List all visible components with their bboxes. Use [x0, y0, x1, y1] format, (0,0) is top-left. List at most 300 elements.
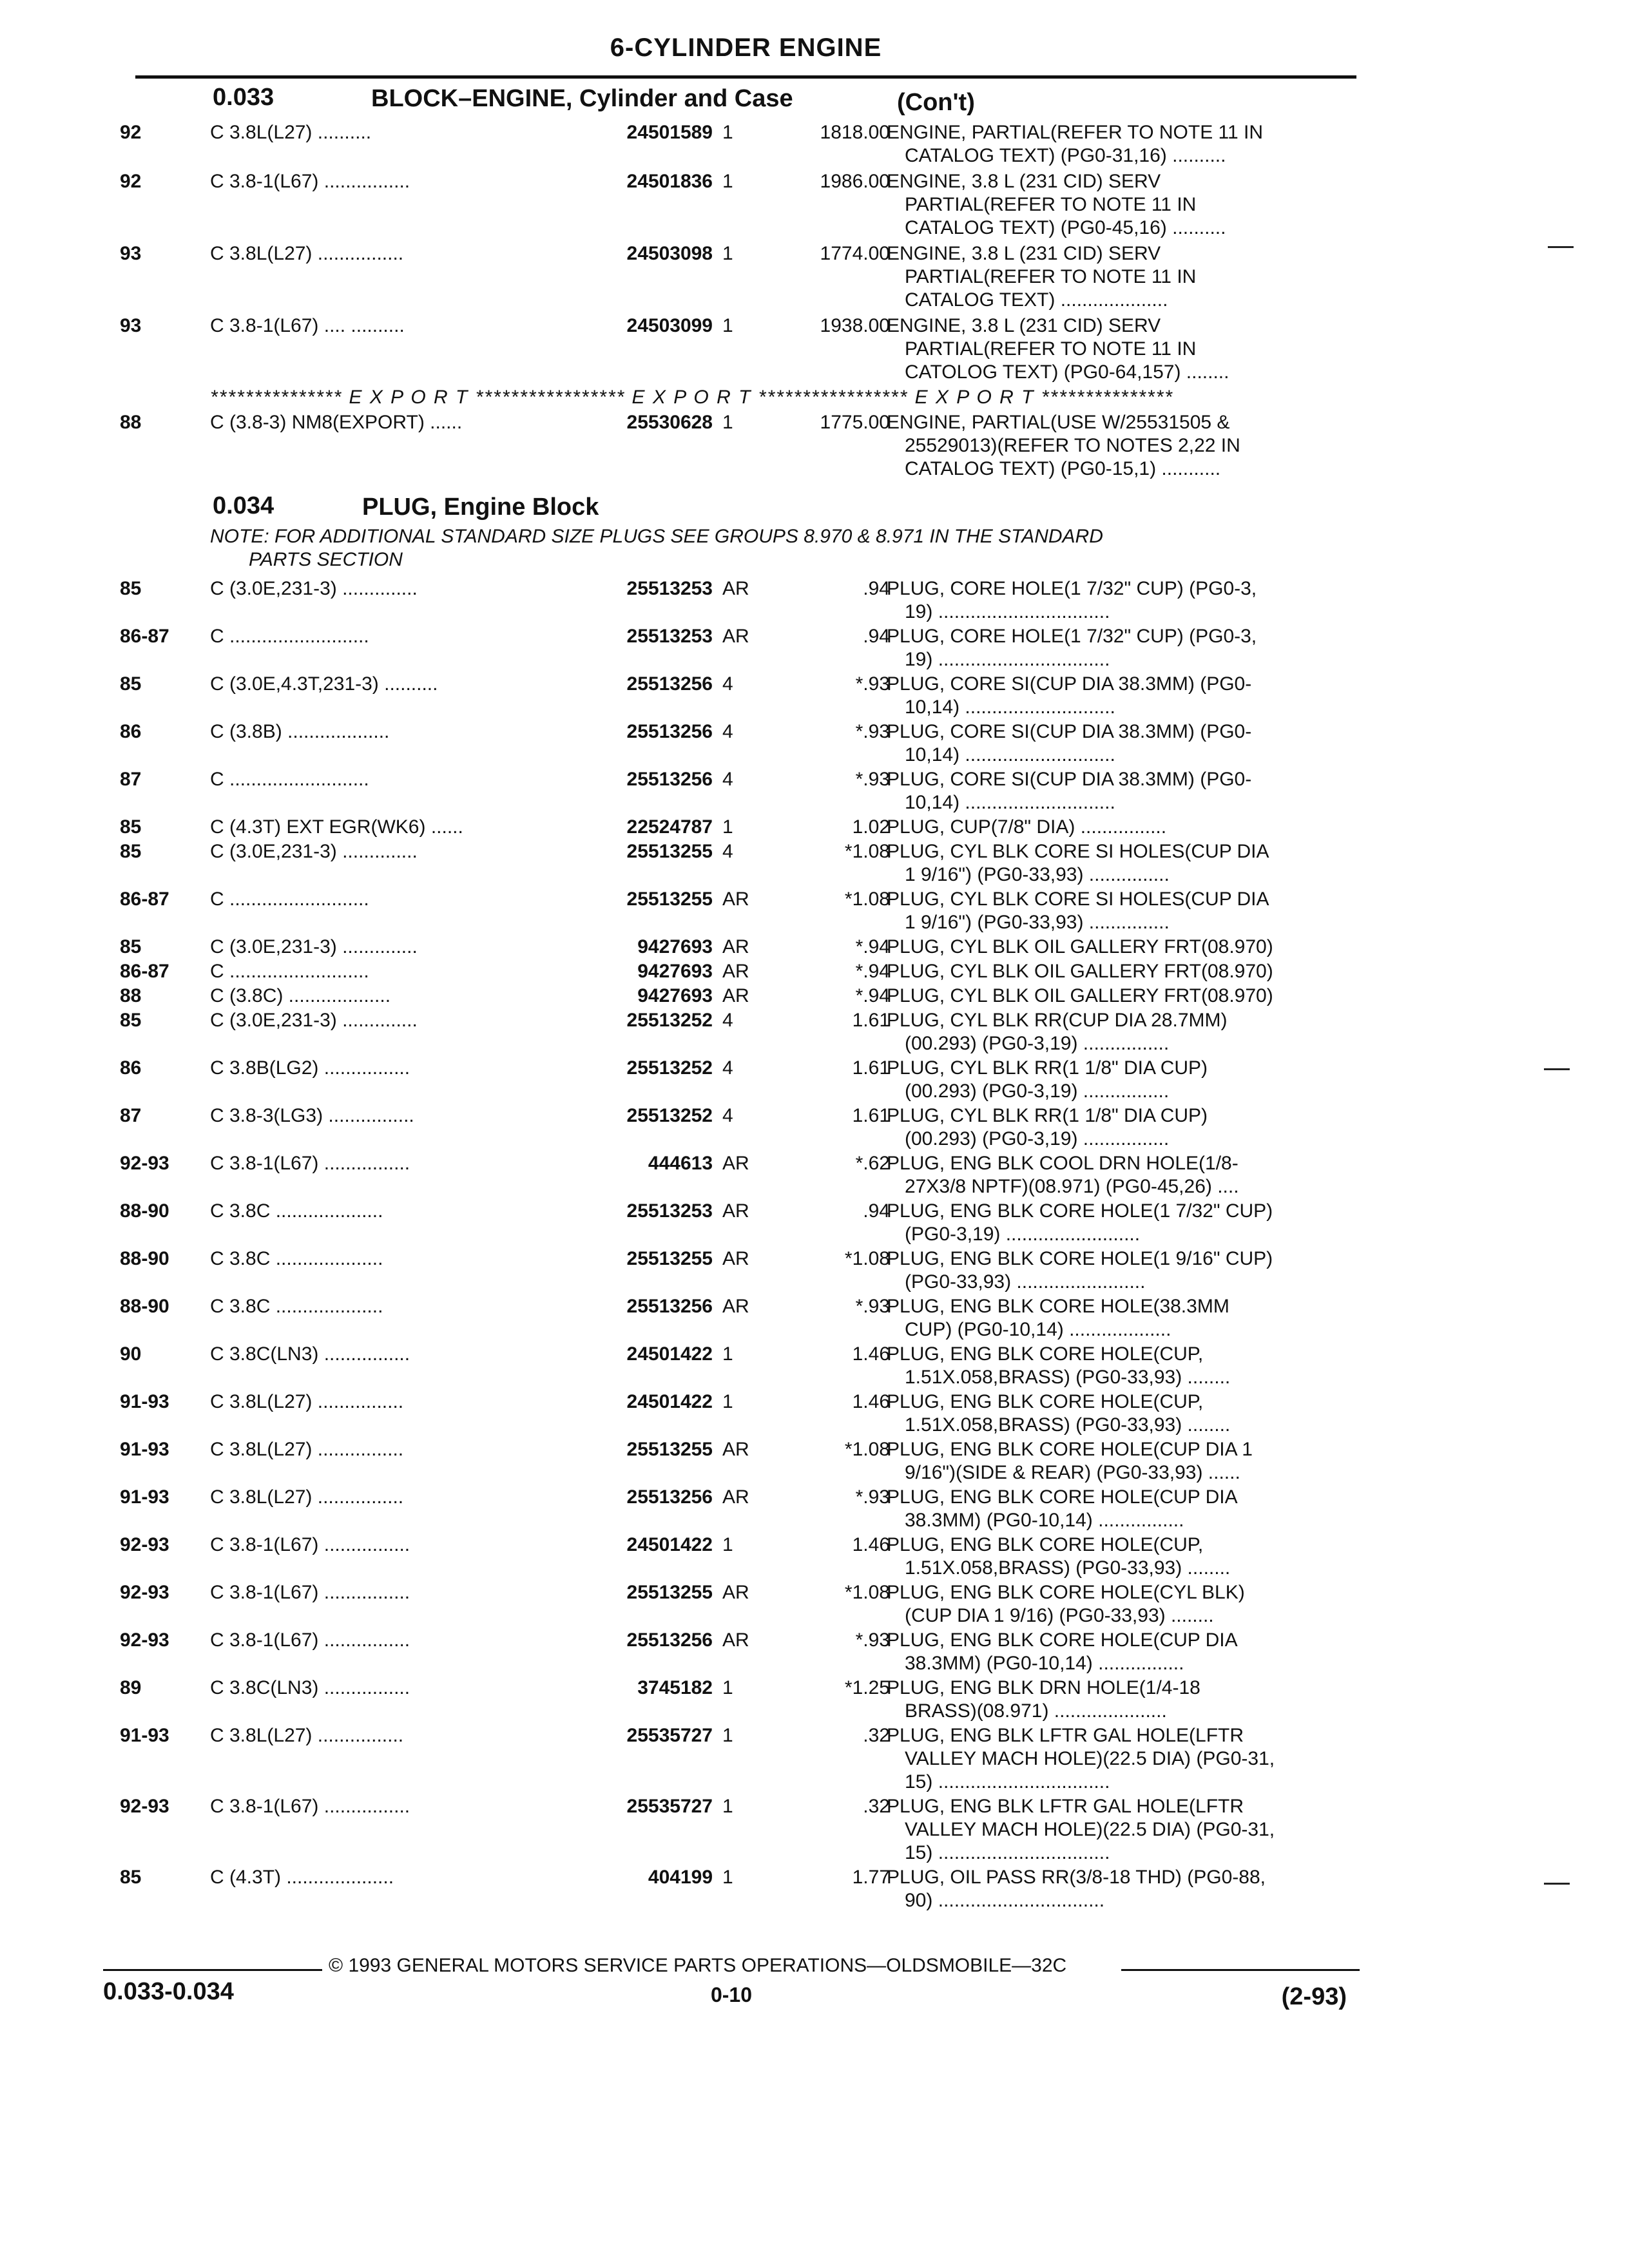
part-description — [887, 840, 1351, 887]
description-line: PLUG, CUP(7/8" DIA) ................ — [887, 816, 1167, 838]
part-number: 3745182 — [637, 1677, 713, 1698]
description-line: (00.293) (PG0-3,19) ................ — [905, 1081, 1170, 1102]
catalog-content — [120, 82, 1357, 1914]
parts-row — [120, 242, 1357, 314]
description-line: PLUG, ENG BLK COOL DRN HOLE(1/8- — [887, 1153, 1239, 1174]
price: *.93 — [855, 1629, 890, 1651]
model-code: C 3.8C .................... — [210, 1248, 383, 1269]
quantity: 1 — [722, 1867, 733, 1888]
price: 1.46 — [852, 1343, 890, 1365]
description-line: 38.3MM) (PG0-10,14) ................ — [905, 1510, 1184, 1531]
parts-row — [120, 121, 1357, 170]
price: *.93 — [855, 673, 890, 695]
note-line: PARTS SECTION — [249, 549, 403, 570]
model-code: C 3.8-1(L67) .... .......... — [210, 315, 405, 336]
price: *1.08 — [844, 841, 890, 862]
description-line: CATALOG TEXT) .................... — [905, 289, 1168, 311]
model-year: 86-87 — [120, 961, 169, 982]
part-description — [887, 985, 1351, 1008]
part-description — [887, 1104, 1351, 1151]
part-description — [887, 888, 1351, 934]
part-number: 22524787 — [626, 816, 713, 838]
model-year: 93 — [120, 315, 142, 336]
model-year: 89 — [120, 1677, 142, 1698]
description-line: PARTIAL(REFER TO NOTE 11 IN — [905, 338, 1197, 360]
price: .94 — [863, 578, 890, 599]
model-year: 85 — [120, 673, 142, 695]
quantity: AR — [722, 578, 749, 599]
export-divider-text: *************** E X P O R T ***************** E X P O R T ***************** E X P O R T *************** — [210, 387, 1173, 408]
price: *1.08 — [844, 1439, 890, 1460]
price: 1.61 — [852, 1105, 890, 1126]
model-year: 88 — [120, 412, 142, 433]
parts-row — [120, 1009, 1357, 1057]
model-year: 92-93 — [120, 1153, 169, 1174]
parts-row — [120, 1677, 1357, 1724]
part-description — [887, 1724, 1351, 1794]
part-description — [887, 1057, 1351, 1103]
price: 1.61 — [852, 1057, 890, 1079]
part-number: 25513253 — [626, 578, 713, 599]
description-line: PLUG, ENG BLK CORE HOLE(CUP, — [887, 1534, 1204, 1555]
section-code: 0.033 — [213, 84, 275, 111]
part-description — [887, 1677, 1351, 1723]
part-description — [887, 1390, 1351, 1437]
price: 1.46 — [852, 1391, 890, 1412]
parts-row — [120, 1795, 1357, 1866]
model-code: C 3.8-3(LG3) ................ — [210, 1105, 414, 1126]
price: *.62 — [855, 1153, 890, 1174]
price: 1986.00 — [820, 171, 890, 192]
description-line: 38.3MM) (PG0-10,14) ................ — [905, 1653, 1184, 1674]
page-footer — [103, 1955, 1360, 2032]
description-line: 10,14) ............................ — [905, 697, 1115, 718]
model-code: C 3.8L(L27) ................ — [210, 1725, 404, 1746]
description-line: 19) ................................ — [905, 649, 1110, 670]
model-code: C (3.0E,231-3) .............. — [210, 841, 418, 862]
model-year: 86 — [120, 1057, 142, 1079]
description-line: CATALOG TEXT) (PG0-31,16) .......... — [905, 145, 1226, 166]
part-description — [887, 960, 1351, 983]
model-code: C (3.8-3) NM8(EXPORT) ...... — [210, 412, 463, 433]
parts-row — [120, 1629, 1357, 1677]
description-line: VALLEY MACH HOLE)(22.5 DIA) (PG0-31, — [905, 1748, 1275, 1769]
description-line: PARTIAL(REFER TO NOTE 11 IN — [905, 266, 1197, 287]
model-year: 92-93 — [120, 1796, 169, 1817]
quantity: 1 — [722, 1343, 733, 1365]
description-line: ENGINE, 3.8 L (231 CID) SERV — [887, 171, 1161, 192]
model-year: 87 — [120, 769, 142, 790]
model-code: C 3.8-1(L67) ................ — [210, 1534, 410, 1555]
quantity: AR — [722, 961, 749, 982]
description-line: VALLEY MACH HOLE)(22.5 DIA) (PG0-31, — [905, 1819, 1275, 1840]
part-description — [887, 411, 1351, 481]
model-code: C (4.3T) .................... — [210, 1867, 394, 1888]
part-description — [887, 1438, 1351, 1485]
part-number: 25513253 — [626, 626, 713, 647]
model-code: C .......................... — [210, 769, 369, 790]
description-line: PLUG, ENG BLK CORE HOLE(CUP DIA 1 — [887, 1439, 1253, 1460]
parts-row — [120, 1057, 1357, 1104]
description-line: (PG0-33,93) ........................ — [905, 1271, 1146, 1293]
part-description — [887, 1200, 1351, 1246]
part-number: 25535727 — [626, 1725, 713, 1746]
part-description — [887, 1795, 1351, 1865]
quantity: AR — [722, 1296, 749, 1317]
parts-row — [120, 1200, 1357, 1247]
parts-row — [120, 985, 1357, 1009]
model-year: 88-90 — [120, 1200, 169, 1222]
model-code: C 3.8C(LN3) ................ — [210, 1677, 410, 1698]
parts-row — [120, 411, 1357, 487]
description-line: PLUG, ENG BLK DRN HOLE(1/4-18 — [887, 1677, 1200, 1698]
model-code: C 3.8C .................... — [210, 1296, 383, 1317]
model-year: 88 — [120, 985, 142, 1006]
quantity: 1 — [722, 243, 733, 264]
quantity: 1 — [722, 1796, 733, 1817]
page-title: 6-CYLINDER ENGINE — [610, 34, 882, 62]
section-note — [120, 526, 1357, 577]
part-description — [887, 1581, 1351, 1628]
price: 1.77 — [852, 1867, 890, 1888]
description-line: 9/16")(SIDE & REAR) (PG0-33,93) ...... — [905, 1462, 1240, 1483]
price: 1.61 — [852, 1010, 890, 1031]
quantity: 4 — [722, 769, 733, 790]
margin-mark — [1544, 1883, 1570, 1885]
parts-row — [120, 1438, 1357, 1486]
price: 1.02 — [852, 816, 890, 838]
model-code: C 3.8-1(L67) ................ — [210, 1582, 410, 1603]
margin-mark — [1548, 246, 1574, 248]
description-line: PLUG, ENG BLK CORE HOLE(1 9/16" CUP) — [887, 1248, 1273, 1269]
section-range: 0.033-0.034 — [103, 1978, 234, 2005]
quantity: 4 — [722, 1057, 733, 1079]
part-number: 9427693 — [637, 936, 713, 957]
price: 1818.00 — [820, 122, 890, 143]
part-description — [887, 314, 1351, 384]
description-line: 1.51X.058,BRASS) (PG0-33,93) ........ — [905, 1367, 1231, 1388]
model-year: 93 — [120, 243, 142, 264]
parts-row — [120, 1152, 1357, 1200]
price: .32 — [863, 1725, 890, 1746]
description-line: 90) ............................... — [905, 1890, 1105, 1911]
part-description — [887, 936, 1351, 959]
parts-row — [120, 768, 1357, 816]
part-number: 25513256 — [626, 721, 713, 742]
model-year: 91-93 — [120, 1725, 169, 1746]
price: *.93 — [855, 721, 890, 742]
part-number: 24501422 — [626, 1343, 713, 1365]
part-number: 24501422 — [626, 1391, 713, 1412]
part-number: 9427693 — [637, 961, 713, 982]
parts-row — [120, 170, 1357, 242]
description-line: 1.51X.058,BRASS) (PG0-33,93) ........ — [905, 1557, 1231, 1579]
model-year: 91-93 — [120, 1486, 169, 1508]
price: *.93 — [855, 1486, 890, 1508]
section-rows — [120, 121, 1357, 387]
description-line: (CUP DIA 1 9/16) (PG0-33,93) ........ — [905, 1605, 1214, 1626]
model-code: C 3.8C .................... — [210, 1200, 383, 1222]
part-number: 24501422 — [626, 1534, 713, 1555]
model-year: 85 — [120, 578, 142, 599]
quantity: 4 — [722, 1010, 733, 1031]
model-code: C 3.8-1(L67) ................ — [210, 171, 410, 192]
part-description — [887, 242, 1351, 312]
continued-label: (Con't) — [897, 89, 975, 116]
model-year: 87 — [120, 1105, 142, 1126]
quantity: 1 — [722, 1534, 733, 1555]
model-code: C (3.8B) ................... — [210, 721, 390, 742]
description-line: PLUG, ENG BLK CORE HOLE(CUP DIA — [887, 1486, 1238, 1508]
description-line: PLUG, CORE HOLE(1 7/32" CUP) (PG0-3, — [887, 578, 1257, 599]
part-description — [887, 170, 1351, 240]
model-code: C 3.8C(LN3) ................ — [210, 1343, 410, 1365]
quantity: AR — [722, 1629, 749, 1651]
footer-rule — [103, 1969, 322, 1971]
model-year: 86 — [120, 721, 142, 742]
parts-row — [120, 314, 1357, 387]
part-description — [887, 625, 1351, 671]
parts-row — [120, 1724, 1357, 1795]
price: *1.08 — [844, 1582, 890, 1603]
quantity: AR — [722, 626, 749, 647]
price: .94 — [863, 1200, 890, 1222]
price: *.93 — [855, 1296, 890, 1317]
model-code: C 3.8B(LG2) ................ — [210, 1057, 410, 1079]
parts-row — [120, 577, 1357, 625]
parts-row — [120, 720, 1357, 768]
part-number: 444613 — [648, 1153, 713, 1174]
part-description — [887, 1343, 1351, 1389]
model-code: C 3.8L(L27) .......... — [210, 122, 372, 143]
model-code: C 3.8L(L27) ................ — [210, 1391, 404, 1412]
description-line: ENGINE, 3.8 L (231 CID) SERV — [887, 243, 1161, 264]
margin-mark — [1544, 1068, 1570, 1070]
model-code: C (3.0E,231-3) .............. — [210, 578, 418, 599]
model-code: C (3.0E,231-3) .............. — [210, 936, 418, 957]
description-line: 15) ................................ — [905, 1771, 1110, 1792]
part-description — [887, 816, 1351, 839]
part-description — [887, 1533, 1351, 1580]
part-number: 25513255 — [626, 1582, 713, 1603]
parts-row — [120, 1866, 1357, 1914]
part-number: 25513256 — [626, 1296, 713, 1317]
part-number: 25513255 — [626, 841, 713, 862]
parts-row — [120, 888, 1357, 936]
section-heading — [120, 487, 1357, 526]
part-number: 25513256 — [626, 769, 713, 790]
description-line: CUP) (PG0-10,14) ................... — [905, 1319, 1171, 1340]
section-heading — [120, 82, 1357, 121]
quantity: 4 — [722, 673, 733, 695]
part-number: 25513255 — [626, 1439, 713, 1460]
description-line: PLUG, CYL BLK OIL GALLERY FRT(08.970) — [887, 936, 1273, 957]
model-year: 88-90 — [120, 1296, 169, 1317]
description-line: 1.51X.058,BRASS) (PG0-33,93) ........ — [905, 1414, 1231, 1436]
price: .94 — [863, 626, 890, 647]
description-line: (00.293) (PG0-3,19) ................ — [905, 1128, 1170, 1149]
model-year: 92 — [120, 122, 142, 143]
description-line: PLUG, CORE SI(CUP DIA 38.3MM) (PG0- — [887, 769, 1252, 790]
model-code: C 3.8L(L27) ................ — [210, 1486, 404, 1508]
quantity: AR — [722, 1153, 749, 1174]
page-number: 0-10 — [710, 1983, 753, 2006]
quantity: AR — [722, 1486, 749, 1508]
quantity: 1 — [722, 315, 733, 336]
description-line: PLUG, CYL BLK CORE SI HOLES(CUP DIA — [887, 841, 1269, 862]
description-line: 10,14) ............................ — [905, 744, 1115, 765]
model-year: 86-87 — [120, 626, 169, 647]
parts-row — [120, 673, 1357, 720]
model-year: 88-90 — [120, 1248, 169, 1269]
part-number: 25513256 — [626, 1486, 713, 1508]
description-line: 19) ................................ — [905, 601, 1110, 622]
model-code: C .......................... — [210, 626, 369, 647]
parts-row — [120, 1104, 1357, 1152]
description-line: CATOLOG TEXT) (PG0-64,157) ........ — [905, 361, 1229, 383]
export-divider — [120, 387, 1357, 411]
description-line: PLUG, CYL BLK RR(1 1/8" DIA CUP) — [887, 1057, 1208, 1079]
price: *1.08 — [844, 1248, 890, 1269]
section-title: BLOCK–ENGINE, Cylinder and Case — [371, 85, 793, 112]
section-code: 0.034 — [213, 492, 275, 519]
quantity: 1 — [722, 1725, 733, 1746]
model-year: 85 — [120, 936, 142, 957]
description-line: 27X3/8 NPTF)(08.971) (PG0-45,26) .... — [905, 1176, 1239, 1197]
description-line: PLUG, ENG BLK CORE HOLE(CUP DIA — [887, 1629, 1238, 1651]
description-line: 15) ................................ — [905, 1842, 1110, 1863]
description-line: 1 9/16") (PG0-33,93) ............... — [905, 912, 1170, 933]
model-year: 92 — [120, 171, 142, 192]
part-description — [887, 1247, 1351, 1294]
parts-row — [120, 1247, 1357, 1295]
parts-row — [120, 840, 1357, 888]
description-line: PLUG, ENG BLK CORE HOLE(CUP, — [887, 1391, 1204, 1412]
description-line: (PG0-3,19) ......................... — [905, 1224, 1141, 1245]
part-number: 25513252 — [626, 1057, 713, 1079]
description-line: ENGINE, 3.8 L (231 CID) SERV — [887, 315, 1161, 336]
price: *1.08 — [844, 889, 890, 910]
description-line: 25529013)(REFER TO NOTES 2,22 IN — [905, 435, 1240, 456]
part-number: 25530628 — [626, 412, 713, 433]
part-description — [887, 1009, 1351, 1055]
part-number: 24501836 — [626, 171, 713, 192]
description-line: PLUG, CYL BLK RR(CUP DIA 28.7MM) — [887, 1010, 1228, 1031]
description-line: PLUG, ENG BLK CORE HOLE(CUP, — [887, 1343, 1204, 1365]
quantity: AR — [722, 1439, 749, 1460]
model-code: C 3.8-1(L67) ................ — [210, 1153, 410, 1174]
model-code: C (3.8C) ................... — [210, 985, 391, 1006]
price: *.94 — [855, 936, 890, 957]
section-rows — [120, 577, 1357, 1914]
part-number: 25513256 — [626, 1629, 713, 1651]
description-line: PLUG, CYL BLK OIL GALLERY FRT(08.970) — [887, 985, 1273, 1006]
description-line: PLUG, ENG BLK CORE HOLE(1 7/32" CUP) — [887, 1200, 1273, 1222]
model-year: 85 — [120, 1010, 142, 1031]
quantity: AR — [722, 1248, 749, 1269]
model-year: 90 — [120, 1343, 142, 1365]
part-number: 25513252 — [626, 1010, 713, 1031]
quantity: 4 — [722, 1105, 733, 1126]
description-line: PLUG, CORE SI(CUP DIA 38.3MM) (PG0- — [887, 721, 1252, 742]
description-line: PLUG, ENG BLK LFTR GAL HOLE(LFTR — [887, 1725, 1244, 1746]
description-line: CATALOG TEXT) (PG0-45,16) .......... — [905, 217, 1226, 238]
note-line: NOTE: FOR ADDITIONAL STANDARD SIZE PLUGS SEE GROUPS 8.970 & 8.971 IN THE STANDARD — [210, 526, 1103, 547]
quantity: 4 — [722, 721, 733, 742]
part-number: 25513255 — [626, 1248, 713, 1269]
parts-row — [120, 625, 1357, 673]
part-description — [887, 121, 1351, 168]
model-code: C 3.8-1(L67) ................ — [210, 1796, 410, 1817]
part-number: 9427693 — [637, 985, 713, 1006]
model-year: 85 — [120, 816, 142, 838]
price: *.93 — [855, 769, 890, 790]
quantity: 1 — [722, 171, 733, 192]
export-rows — [120, 411, 1357, 487]
model-code: C (4.3T) EXT EGR(WK6) ...... — [210, 816, 463, 838]
parts-row — [120, 1533, 1357, 1581]
section-title: PLUG, Engine Block — [362, 494, 599, 521]
price: 1938.00 — [820, 315, 890, 336]
revision-date: (2-93) — [1281, 1983, 1347, 2010]
part-number: 25513253 — [626, 1200, 713, 1222]
description-line: PLUG, ENG BLK CORE HOLE(CYL BLK) — [887, 1582, 1245, 1603]
part-number: 24501589 — [626, 122, 713, 143]
footer-rule — [1121, 1969, 1360, 1971]
part-number: 24503098 — [626, 243, 713, 264]
model-year: 85 — [120, 841, 142, 862]
model-year: 91-93 — [120, 1439, 169, 1460]
description-line: CATALOG TEXT) (PG0-15,1) ........... — [905, 458, 1221, 479]
model-year: 91-93 — [120, 1391, 169, 1412]
price: .32 — [863, 1796, 890, 1817]
price: 1.46 — [852, 1534, 890, 1555]
parts-row — [120, 960, 1357, 985]
part-description — [887, 1629, 1351, 1675]
part-description — [887, 1152, 1351, 1198]
page-header — [135, 34, 1356, 79]
description-line: PARTIAL(REFER TO NOTE 11 IN — [905, 194, 1197, 215]
header-rule — [135, 75, 1356, 79]
model-year: 85 — [120, 1867, 142, 1888]
copyright-text: © 1993 GENERAL MOTORS SERVICE PARTS OPERATIONS—OLDSMOBILE—32C — [329, 1955, 1067, 1976]
price: *.94 — [855, 985, 890, 1006]
part-description — [887, 673, 1351, 719]
model-code: C 3.8L(L27) ................ — [210, 1439, 404, 1460]
part-number: 25513252 — [626, 1105, 713, 1126]
model-year: 92-93 — [120, 1582, 169, 1603]
part-number: 404199 — [648, 1867, 713, 1888]
parts-row — [120, 936, 1357, 960]
part-description — [887, 720, 1351, 767]
description-line: BRASS)(08.971) ..................... — [905, 1700, 1167, 1722]
model-code: C .......................... — [210, 889, 369, 910]
model-code: C 3.8L(L27) ................ — [210, 243, 404, 264]
model-code: C (3.0E,4.3T,231-3) .......... — [210, 673, 438, 695]
description-line: ENGINE, PARTIAL(REFER TO NOTE 11 IN — [887, 122, 1264, 143]
description-line: PLUG, CYL BLK RR(1 1/8" DIA CUP) — [887, 1105, 1208, 1126]
parts-row — [120, 1343, 1357, 1390]
quantity: AR — [722, 936, 749, 957]
part-description — [887, 1866, 1351, 1912]
quantity: 1 — [722, 122, 733, 143]
parts-row — [120, 816, 1357, 840]
price: 1774.00 — [820, 243, 890, 264]
model-code: C .......................... — [210, 961, 369, 982]
model-year: 86-87 — [120, 889, 169, 910]
parts-row — [120, 1581, 1357, 1629]
part-number: 25513256 — [626, 673, 713, 695]
